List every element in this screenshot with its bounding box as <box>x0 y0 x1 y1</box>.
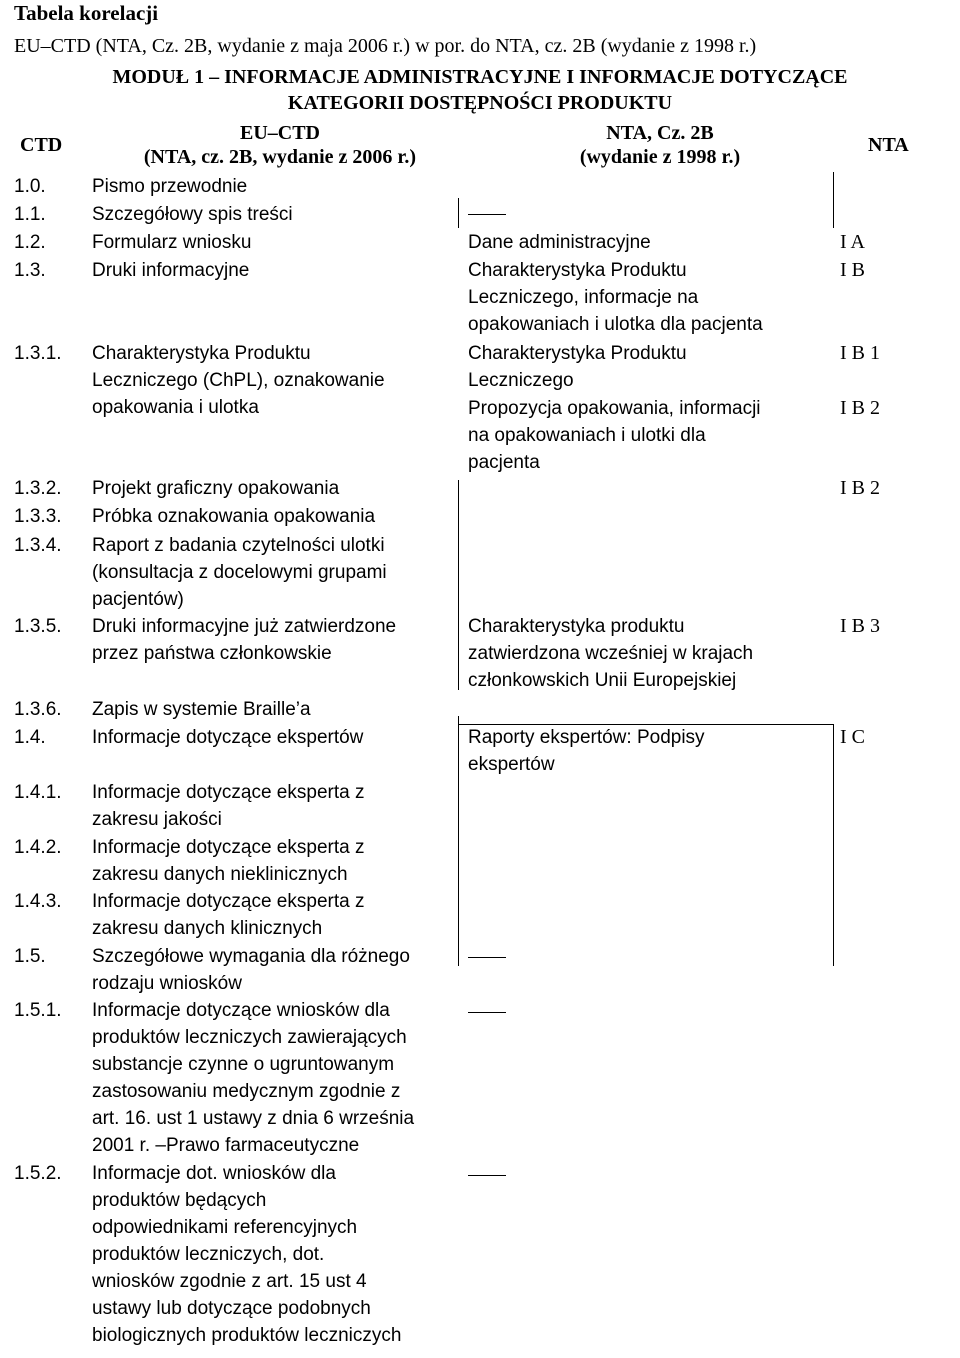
eu-ctd-cell: Charakterystyka Produktu Leczniczego (ChPL), oznakowanie opakowania i ulotka <box>92 343 385 418</box>
nta-code-cell: I B 3 <box>840 615 880 637</box>
row-number: 1.4. <box>14 727 46 748</box>
page-title: Tabela korelacji <box>14 1 159 25</box>
eu-ctd-cell: Informacje dotyczące wniosków dla produktów leczniczych zawierających substancje czynne o ugruntowanym zastosowaniu medycznym zgodnie z art. 16. ust 1 ustawy z dnia 6 września 2001 r. –Prawo farmaceutyczne <box>92 1000 415 1156</box>
eu-ctd-cell: Zapis w systemie Braille’a <box>92 699 311 720</box>
row-number: 1.5.2. <box>14 1163 62 1184</box>
header-eu-ctd: EU–CTD (NTA, cz. 2B, wydanie z 2006 r.) <box>143 122 417 168</box>
row-number: 1.3.6. <box>14 699 62 720</box>
nta-code-cell: I C <box>840 726 865 748</box>
eu-ctd-cell: Informacje dotyczące ekspertów <box>92 727 364 748</box>
nta-cz-cell: Charakterystyka Produktu Leczniczego, informacje na opakowaniach i ulotka dla pacjenta <box>468 260 763 335</box>
eu-ctd-cell: Szczegółowe wymagania dla różnego rodzaju wniosków <box>92 946 410 994</box>
row-number: 1.5. <box>14 946 46 967</box>
table-divider <box>458 716 459 966</box>
row-number: 1.3.5. <box>14 616 62 637</box>
nta-code-cell: I B <box>840 259 865 281</box>
row-number: 1.5.1. <box>14 1000 62 1021</box>
eu-ctd-cell: Informacje dotyczące eksperta z zakresu danych klinicznych <box>92 891 365 939</box>
eu-ctd-cell: Próbka oznakowania opakowania <box>92 506 376 527</box>
table-divider <box>458 198 459 228</box>
nta-code-cell: I B 2 <box>840 477 880 499</box>
header-nta: NTA <box>868 134 909 156</box>
eu-ctd-cell: Druki informacyjne już zatwierdzone przez państwa członkowskie <box>92 616 397 664</box>
eu-ctd-cell: Raport z badania czytelności ulotki (konsultacja z docelowymi grupami pacjentów) <box>92 535 387 610</box>
row-number: 1.3.1. <box>14 343 62 364</box>
nta-code-cell: I B 1 <box>840 342 880 364</box>
nta-cz-cell: Dane administracyjne <box>468 232 651 253</box>
nta-cz-cell: Charakterystyka Produktu Leczniczego <box>468 343 687 391</box>
eu-ctd-cell: Szczegółowy spis treści <box>92 204 293 225</box>
dash-mark <box>468 214 506 215</box>
eu-ctd-cell: Projekt graficzny opakowania <box>92 478 340 499</box>
row-number: 1.4.1. <box>14 782 62 803</box>
row-number: 1.1. <box>14 204 46 225</box>
table-divider <box>833 724 834 966</box>
eu-ctd-cell: Informacje dot. wniosków dla produktów będących odpowiednikami referencyjnych produktów leczniczych, dot. wniosków zgodnie z art. 15 ust 4 ustawy lub dotyczące podobnych biologicznych produktów leczniczych <box>92 1163 402 1346</box>
page-subtitle: EU–CTD (NTA, Cz. 2B, wydanie z maja 2006 r.) w por. do NTA, cz. 2B (wydanie z 1998 r.) <box>14 35 757 57</box>
nta-cz-cell: Propozycja opakowania, informacji na opakowaniach i ulotki dla pacjenta <box>468 398 761 473</box>
row-number: 1.4.3. <box>14 891 62 912</box>
row-number: 1.3.3. <box>14 506 62 527</box>
row-number: 1.3.4. <box>14 535 62 556</box>
table-divider <box>458 480 459 690</box>
dash-mark <box>468 1012 506 1013</box>
module-title: MODUŁ 1 – INFORMACJE ADMINISTRACYJNE I INFORMACJE DOTYCZĄCE KATEGORII DOSTĘPNOŚCI PRODUKTU <box>112 66 848 114</box>
eu-ctd-cell: Pismo przewodnie <box>92 176 248 197</box>
row-number: 1.4.2. <box>14 837 62 858</box>
row-number: 1.0. <box>14 176 46 197</box>
nta-code-cell: I A <box>840 231 865 253</box>
nta-code-cell: I B 2 <box>840 397 880 419</box>
nta-cz-cell: Charakterystyka produktu zatwierdzona wcześniej w krajach członkowskich Unii Europejskiej <box>468 616 754 691</box>
dash-mark <box>468 1175 506 1176</box>
eu-ctd-cell: Druki informacyjne <box>92 260 250 281</box>
table-divider <box>833 172 834 228</box>
header-nta-cz: NTA, Cz. 2B (wydanie z 1998 r.) <box>579 122 741 168</box>
row-number: 1.2. <box>14 232 46 253</box>
eu-ctd-cell: Informacje dotyczące eksperta z zakresu jakości <box>92 782 365 830</box>
eu-ctd-cell: Formularz wniosku <box>92 232 252 253</box>
row-number: 1.3.2. <box>14 478 62 499</box>
header-ctd: CTD <box>20 134 63 156</box>
dash-mark <box>468 957 506 958</box>
row-number: 1.3. <box>14 260 46 281</box>
eu-ctd-cell: Informacje dotyczące eksperta z zakresu danych nieklinicznych <box>92 837 365 885</box>
nta-cz-cell: Raporty ekspertów: Podpisy ekspertów <box>468 727 705 775</box>
